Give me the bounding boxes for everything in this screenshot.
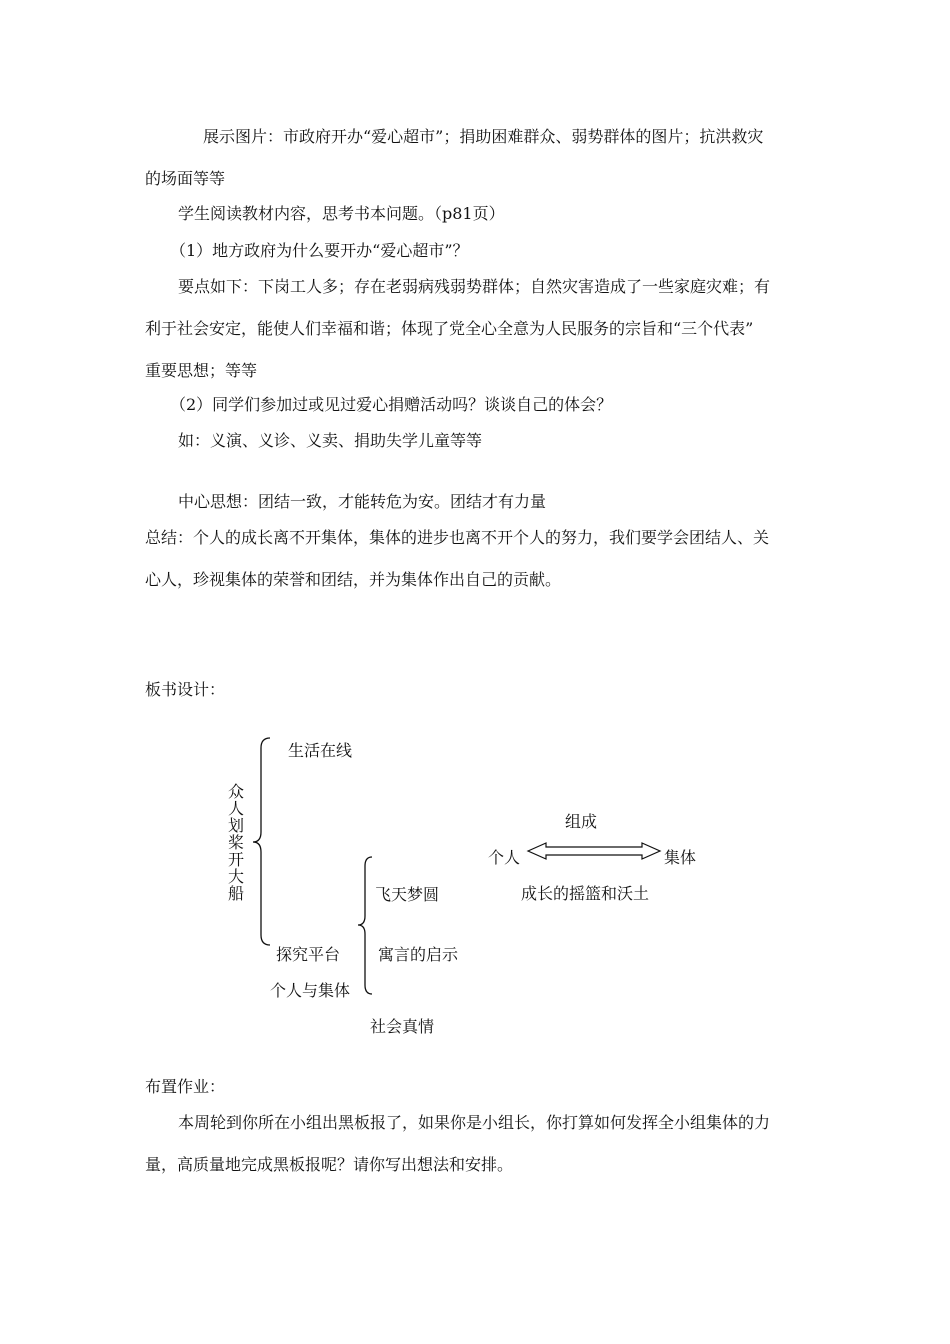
board-title: 板书设计：	[145, 680, 226, 699]
sub-item-fable: 寓言的启示	[378, 945, 459, 964]
answer-2: 如：义演、义诊、义卖、捐助失学儿童等等	[178, 431, 483, 450]
branch-life-online: 生活在线	[288, 741, 353, 760]
main-title-char: 桨	[228, 833, 245, 852]
main-title-char: 众	[228, 782, 245, 801]
answer-1-line-1: 要点如下：下岗工人多；存在老弱病残弱势群体；自然灾害造成了一些家庭灾难；有	[178, 277, 771, 296]
homework-line-1: 本周轮到你所在小组出黑板报了，如果你是小组长，你打算如何发挥全小组集体的力	[178, 1113, 771, 1132]
answer-1-line-3: 重要思想；等等	[145, 361, 258, 380]
main-brace	[253, 738, 270, 945]
sub-item-flying-dream: 飞天梦圆	[375, 885, 440, 904]
intro-line-1: 展示图片：市政府开办“爱心超市”；捐助困难群众、弱势群体的图片；抗洪救灾	[203, 127, 764, 146]
homework-line-2: 量，高质量地完成黑板报呢？请你写出想法和安排。	[145, 1155, 514, 1174]
center-idea: 中心思想：团结一致，才能转危为安。团结才有力量	[178, 492, 547, 511]
question-1: （1）地方政府为什么要开办“爱心超市”？	[170, 241, 469, 260]
sub-brace	[358, 857, 372, 994]
main-title-char: 大	[228, 867, 245, 886]
arrow-caption-cradle: 成长的摇篮和沃土	[521, 884, 650, 903]
arrow-label-compose: 组成	[565, 812, 598, 831]
sub-title-individual-collective: 个人与集体	[270, 981, 351, 1000]
social-truth: 社会真情	[370, 1017, 435, 1036]
arrow-right-collective: 集体	[664, 848, 697, 867]
branch-explore-platform: 探究平台	[276, 945, 341, 964]
main-title-char: 人	[228, 799, 245, 818]
homework-title: 布置作业：	[145, 1077, 226, 1096]
double-arrow	[528, 843, 660, 859]
summary-line-2: 心人，珍视集体的荣誉和团结，并为集体作出自己的贡献。	[145, 570, 562, 589]
main-title-char: 船	[228, 884, 245, 903]
arrow-left-individual: 个人	[488, 848, 521, 867]
summary-line-1: 总结：个人的成长离不开集体，集体的进步也离不开个人的努力，我们要学会团结人、关	[145, 528, 770, 547]
answer-1-line-2: 利于社会安定，能使人们幸福和谐；体现了党全心全意为人民服务的宗旨和“三个代表”	[145, 319, 754, 338]
intro-line-2: 的场面等等	[145, 169, 226, 188]
main-title-char: 划	[228, 816, 245, 835]
main-title-char: 开	[228, 850, 245, 869]
question-2: （2）同学们参加过或见过爱心捐赠活动吗？谈谈自己的体会？	[170, 395, 613, 414]
reading-instruction: 学生阅读教材内容，思考书本问题。（p81页）	[178, 204, 505, 223]
